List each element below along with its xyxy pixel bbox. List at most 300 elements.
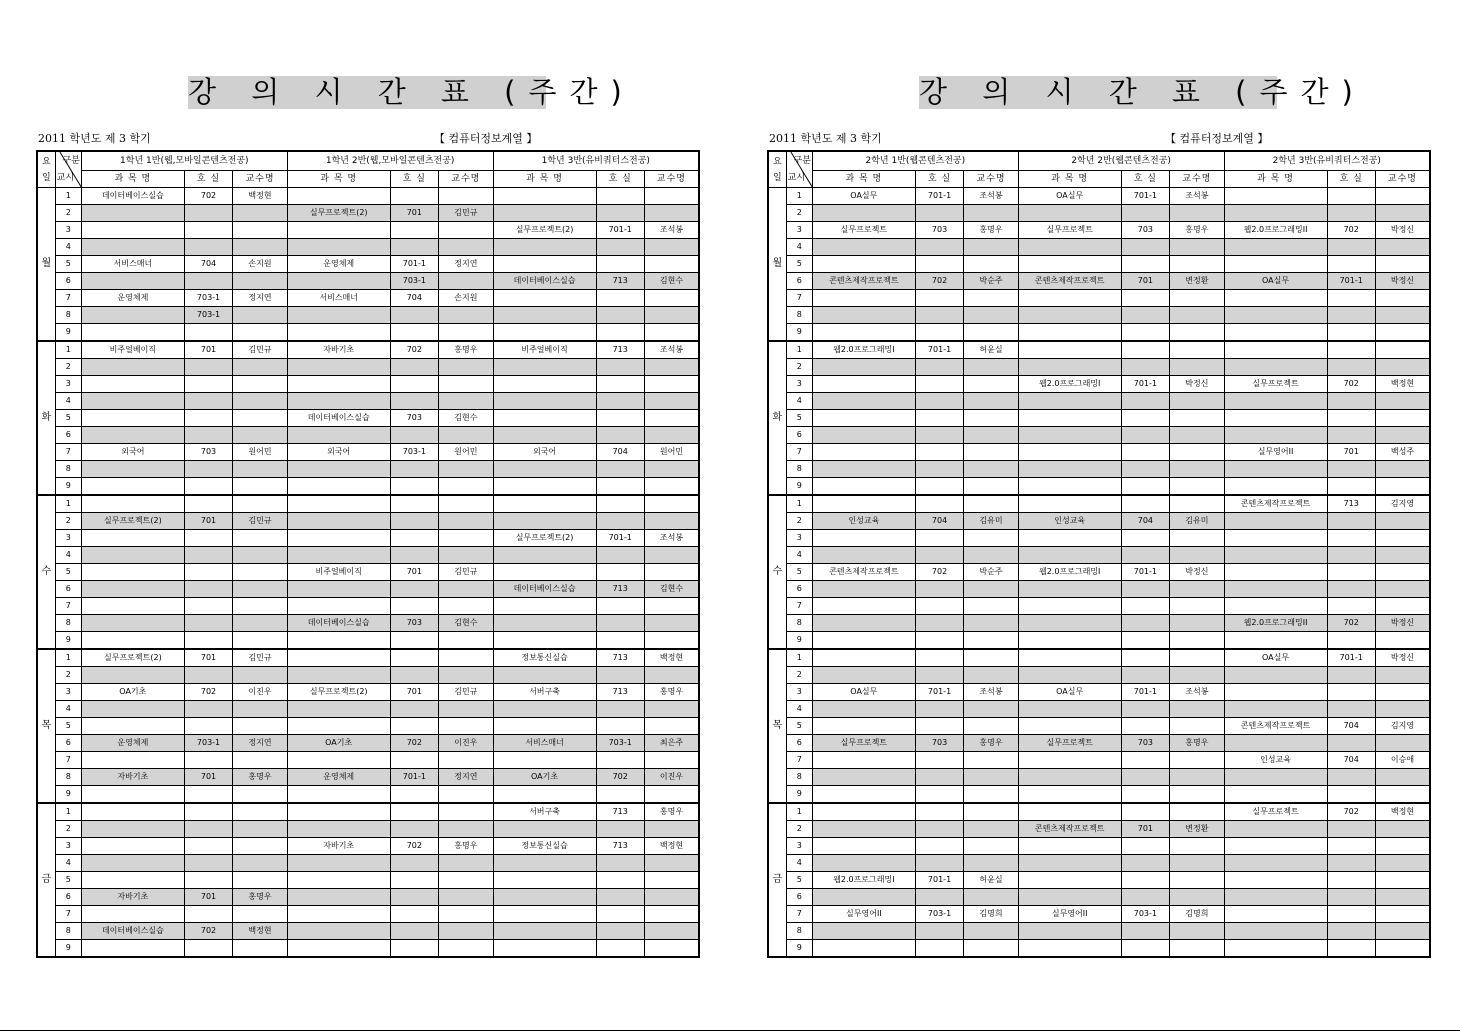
period-number: 8 [786, 307, 812, 324]
professor-cell [1375, 855, 1430, 872]
professor-cell [439, 752, 494, 769]
professor-cell [1375, 684, 1430, 701]
room-cell: 704 [1327, 752, 1375, 769]
period-row [768, 735, 1430, 752]
period-row [768, 581, 1430, 598]
subject-cell [1018, 786, 1121, 804]
subject-cell [1018, 427, 1121, 444]
professor-cell [233, 530, 288, 547]
subject-cell: 외국어 [287, 444, 390, 461]
subject-cell: 콘텐츠제작프로젝트 [1224, 495, 1327, 513]
professor-cell [644, 513, 699, 530]
subject-cell [1018, 478, 1121, 496]
room-cell [915, 205, 963, 222]
professor-cell: 박정신 [1170, 376, 1224, 393]
room-cell: 703 [390, 410, 438, 427]
period-row [37, 478, 699, 496]
room-cell: 701 [184, 513, 232, 530]
room-cell [390, 530, 438, 547]
professor-cell: 허윤실 [964, 341, 1018, 359]
subject-cell [81, 581, 184, 598]
room-cell [596, 478, 644, 496]
period-number: 2 [55, 205, 81, 222]
professor-cell [439, 530, 494, 547]
room-cell: 703-1 [915, 906, 963, 923]
room-cell: 701 [184, 769, 232, 786]
professor-cell: 김현수 [439, 410, 494, 427]
room-cell [1121, 889, 1169, 906]
subject-cell: 웹2.0프로그래밍I [812, 341, 915, 359]
period-number: 3 [55, 376, 81, 393]
day-label: 화 [37, 341, 55, 495]
period-row [37, 393, 699, 410]
subject-cell [1224, 684, 1327, 701]
period-number: 9 [786, 324, 812, 342]
period-number: 5 [786, 718, 812, 735]
period-row [768, 307, 1430, 324]
professor-cell [964, 359, 1018, 376]
room-cell [1327, 239, 1375, 256]
room-cell [1327, 307, 1375, 324]
subject-cell [493, 478, 596, 496]
period-row [768, 256, 1430, 273]
room-cell: 701-1 [1327, 649, 1375, 667]
professor-cell [644, 547, 699, 564]
professor-cell [964, 803, 1018, 821]
professor-cell [439, 393, 494, 410]
subject-cell [1018, 769, 1121, 786]
subject-cell [1224, 256, 1327, 273]
room-cell [184, 855, 232, 872]
period-number: 5 [786, 564, 812, 581]
period-number: 1 [55, 188, 81, 205]
professor-cell [233, 855, 288, 872]
subject-cell: 콘텐츠제작프로젝트 [812, 273, 915, 290]
subject-cell [1224, 307, 1327, 324]
subject-cell [1224, 410, 1327, 427]
professor-cell [644, 821, 699, 838]
professor-cell [439, 632, 494, 650]
room-cell [1121, 495, 1169, 513]
professor-cell: 변정환 [1170, 273, 1224, 290]
room-cell [390, 188, 438, 205]
period-row [768, 222, 1430, 239]
subject-cell [81, 324, 184, 342]
period-number: 5 [786, 872, 812, 889]
period-number: 3 [786, 684, 812, 701]
day-label: 목 [768, 649, 786, 803]
period-number: 3 [786, 838, 812, 855]
room-cell [915, 530, 963, 547]
period-number: 2 [55, 821, 81, 838]
room-cell [596, 940, 644, 958]
room-cell [390, 461, 438, 478]
subject-cell [812, 940, 915, 958]
professor-cell [439, 649, 494, 667]
professor-cell [1170, 649, 1224, 667]
subject-cell [1224, 324, 1327, 342]
room-cell [184, 359, 232, 376]
room-cell [390, 427, 438, 444]
subject-cell [287, 222, 390, 239]
professor-cell [233, 205, 288, 222]
subject-cell [1018, 324, 1121, 342]
professor-cell [644, 324, 699, 342]
professor-cell: 김명희 [964, 906, 1018, 923]
period-number: 1 [786, 495, 812, 513]
subject-cell [1018, 718, 1121, 735]
professor-cell [644, 872, 699, 889]
period-row [37, 341, 699, 359]
subject-cell [493, 615, 596, 632]
period-row [768, 838, 1430, 855]
professor-cell [1375, 667, 1430, 684]
room-cell: 702 [184, 923, 232, 940]
period-row [37, 598, 699, 615]
room-cell [1121, 324, 1169, 342]
subject-cell [493, 290, 596, 307]
professor-cell [1375, 256, 1430, 273]
day-column-header [768, 151, 786, 188]
professor-cell [439, 701, 494, 718]
subject-cell [287, 581, 390, 598]
professor-cell [1375, 307, 1430, 324]
professor-cell [644, 188, 699, 205]
room-cell [1121, 786, 1169, 804]
sheet-subline [36, 132, 700, 146]
subject-column-header: 과 목 명 [1224, 171, 1327, 188]
room-cell: 713 [596, 684, 644, 701]
subject-cell [81, 838, 184, 855]
period-number: 9 [786, 478, 812, 496]
subject-cell: 운영체제 [287, 256, 390, 273]
professor-cell [1375, 239, 1430, 256]
subject-cell [81, 376, 184, 393]
room-cell: 703-1 [1121, 906, 1169, 923]
room-cell [390, 513, 438, 530]
room-cell: 713 [1327, 495, 1375, 513]
subject-cell: 데이터베이스실습 [287, 410, 390, 427]
room-cell: 703-1 [390, 273, 438, 290]
room-cell: 703-1 [184, 307, 232, 324]
period-number: 8 [55, 769, 81, 786]
subject-cell [287, 872, 390, 889]
period-row [37, 307, 699, 324]
subject-cell [812, 376, 915, 393]
period-number: 4 [55, 855, 81, 872]
period-number: 9 [55, 478, 81, 496]
room-cell [596, 188, 644, 205]
subject-column-header: 과 목 명 [287, 171, 390, 188]
room-cell: 701-1 [596, 530, 644, 547]
period-row [37, 376, 699, 393]
professor-cell [964, 324, 1018, 342]
period-row [37, 530, 699, 547]
period-row [768, 906, 1430, 923]
room-cell [915, 427, 963, 444]
professor-cell [233, 273, 288, 290]
room-cell [1327, 701, 1375, 718]
subject-cell [493, 495, 596, 513]
subject-column-header: 과 목 명 [493, 171, 596, 188]
professor-cell [964, 427, 1018, 444]
professor-cell [644, 478, 699, 496]
subject-cell [81, 273, 184, 290]
professor-cell [964, 495, 1018, 513]
subject-cell [812, 359, 915, 376]
professor-cell [1170, 256, 1224, 273]
professor-cell [233, 786, 288, 804]
professor-cell [1170, 530, 1224, 547]
professor-cell [439, 821, 494, 838]
subject-cell [1224, 735, 1327, 752]
period-row [37, 547, 699, 564]
room-cell [390, 359, 438, 376]
subject-cell: 콘텐츠제작프로젝트 [812, 564, 915, 581]
room-cell: 704 [184, 256, 232, 273]
period-number: 1 [55, 495, 81, 513]
room-cell [184, 872, 232, 889]
day-label: 화 [768, 341, 786, 495]
period-row [768, 923, 1430, 940]
room-cell: 703-1 [390, 444, 438, 461]
class-header: 2학년 2반(웹콘텐츠전공) [1018, 151, 1224, 171]
professor-cell [1170, 786, 1224, 804]
subject-cell: 외국어 [81, 444, 184, 461]
subject-cell [1224, 855, 1327, 872]
room-cell [1121, 427, 1169, 444]
room-cell [184, 838, 232, 855]
professor-cell: 손지원 [233, 256, 288, 273]
professor-cell: 홍명우 [644, 684, 699, 701]
professor-cell [233, 427, 288, 444]
subject-cell [493, 461, 596, 478]
period-number: 3 [786, 376, 812, 393]
period-number: 9 [786, 786, 812, 804]
room-cell [1121, 530, 1169, 547]
professor-cell [1170, 769, 1224, 786]
professor-cell [1170, 889, 1224, 906]
professor-cell [233, 803, 288, 821]
period-row [37, 855, 699, 872]
room-cell: 701-1 [1121, 684, 1169, 701]
room-cell: 702 [184, 188, 232, 205]
professor-cell [233, 598, 288, 615]
period-number: 2 [786, 513, 812, 530]
subject-cell [812, 923, 915, 940]
subject-cell [812, 427, 915, 444]
professor-cell [644, 598, 699, 615]
professor-cell: 홍명우 [439, 838, 494, 855]
period-row [768, 324, 1430, 342]
subject-cell: 실무프로젝트(2) [81, 649, 184, 667]
room-cell [184, 461, 232, 478]
subject-cell [81, 410, 184, 427]
period-row [768, 872, 1430, 889]
sheet-subline [767, 132, 1431, 146]
room-cell [596, 393, 644, 410]
term-label: 2011 학년도 제 3 학기 [38, 132, 151, 145]
room-cell [184, 615, 232, 632]
column-header-row [37, 171, 699, 188]
room-cell [1121, 478, 1169, 496]
professor-cell [439, 307, 494, 324]
subject-cell: 자바기초 [287, 838, 390, 855]
professor-cell [1170, 855, 1224, 872]
professor-cell [439, 359, 494, 376]
professor-cell [439, 273, 494, 290]
room-cell [184, 376, 232, 393]
subject-cell [287, 393, 390, 410]
subject-cell [1224, 786, 1327, 804]
room-cell: 701 [390, 564, 438, 581]
subject-cell: 인성교육 [812, 513, 915, 530]
professor-cell [1170, 701, 1224, 718]
subject-cell: 실무영어II [812, 906, 915, 923]
professor-cell [1375, 513, 1430, 530]
subject-cell [493, 324, 596, 342]
period-row [37, 889, 699, 906]
subject-cell [1018, 307, 1121, 324]
subject-cell [812, 615, 915, 632]
subject-cell [81, 564, 184, 581]
room-cell [184, 478, 232, 496]
subject-cell [287, 188, 390, 205]
professor-cell [1375, 478, 1430, 496]
room-cell [184, 564, 232, 581]
subject-cell [81, 615, 184, 632]
period-number: 6 [786, 427, 812, 444]
room-cell [1121, 461, 1169, 478]
subject-cell: 콘텐츠제작프로젝트 [1018, 821, 1121, 838]
subject-cell [493, 786, 596, 804]
professor-cell [644, 410, 699, 427]
room-cell: 702 [1327, 803, 1375, 821]
professor-cell [439, 222, 494, 239]
professor-cell [233, 752, 288, 769]
professor-cell: 박정신 [1170, 564, 1224, 581]
room-cell [1327, 872, 1375, 889]
period-row [768, 495, 1430, 513]
subject-cell [81, 940, 184, 958]
room-cell [596, 427, 644, 444]
period-row [37, 461, 699, 478]
room-cell [184, 410, 232, 427]
room-cell [915, 495, 963, 513]
subject-cell [1224, 821, 1327, 838]
subject-cell [1018, 632, 1121, 650]
period-number: 8 [786, 923, 812, 940]
professor-cell [644, 461, 699, 478]
professor-cell [233, 376, 288, 393]
professor-cell [644, 393, 699, 410]
room-cell: 701 [184, 889, 232, 906]
period-row [768, 359, 1430, 376]
professor-cell [233, 564, 288, 581]
period-row [768, 513, 1430, 530]
professor-cell: 김지영 [1375, 495, 1430, 513]
subject-cell: 데이터베이스실습 [493, 581, 596, 598]
room-cell [1327, 324, 1375, 342]
subject-cell: 웹2.0프로그래밍I [1018, 376, 1121, 393]
room-column-header: 호 실 [915, 171, 963, 188]
room-cell [915, 290, 963, 307]
period-row [37, 752, 699, 769]
room-cell [1327, 940, 1375, 958]
professor-cell: 이진우 [644, 769, 699, 786]
room-cell: 701-1 [390, 769, 438, 786]
subject-cell [812, 547, 915, 564]
professor-cell [644, 239, 699, 256]
room-cell [596, 205, 644, 222]
room-cell: 702 [1327, 222, 1375, 239]
subject-cell [1224, 581, 1327, 598]
room-cell [1327, 564, 1375, 581]
period-row [768, 376, 1430, 393]
room-cell [915, 940, 963, 958]
room-cell [596, 889, 644, 906]
professor-cell [644, 564, 699, 581]
professor-cell [1170, 615, 1224, 632]
subject-cell [493, 752, 596, 769]
professor-cell [964, 393, 1018, 410]
period-number: 7 [55, 598, 81, 615]
room-cell [596, 855, 644, 872]
room-cell [390, 701, 438, 718]
subject-cell [81, 461, 184, 478]
subject-cell [287, 376, 390, 393]
period-number: 4 [55, 547, 81, 564]
subject-cell [81, 307, 184, 324]
professor-cell [964, 649, 1018, 667]
professor-cell [1375, 906, 1430, 923]
subject-cell: 실무영어II [1018, 906, 1121, 923]
room-cell: 703 [915, 222, 963, 239]
professor-cell [964, 530, 1018, 547]
professor-cell [1170, 598, 1224, 615]
room-cell [390, 239, 438, 256]
professor-cell: 백정현 [233, 188, 288, 205]
subject-cell [493, 906, 596, 923]
room-cell: 702 [390, 341, 438, 359]
professor-cell [964, 461, 1018, 478]
subject-cell: 운영체제 [81, 735, 184, 752]
room-cell [915, 615, 963, 632]
professor-column-header: 교수명 [964, 171, 1018, 188]
room-cell [184, 427, 232, 444]
room-cell [184, 547, 232, 564]
subject-cell [1018, 393, 1121, 410]
room-cell [390, 478, 438, 496]
room-cell [184, 752, 232, 769]
subject-cell: 실무프로젝트 [812, 735, 915, 752]
subject-cell [493, 410, 596, 427]
professor-cell [964, 598, 1018, 615]
period-row [37, 684, 699, 701]
room-cell [596, 461, 644, 478]
room-column-header: 호 실 [1327, 171, 1375, 188]
subject-cell [493, 855, 596, 872]
subject-cell [81, 427, 184, 444]
corner-top-label: 구분 [62, 155, 80, 166]
room-cell: 703-1 [596, 735, 644, 752]
subject-cell [812, 889, 915, 906]
room-column-header: 호 실 [1121, 171, 1169, 188]
professor-cell [964, 581, 1018, 598]
corner-diagonal-line [787, 152, 812, 187]
subject-cell [1018, 410, 1121, 427]
subject-cell: 콘텐츠제작프로젝트 [1018, 273, 1121, 290]
